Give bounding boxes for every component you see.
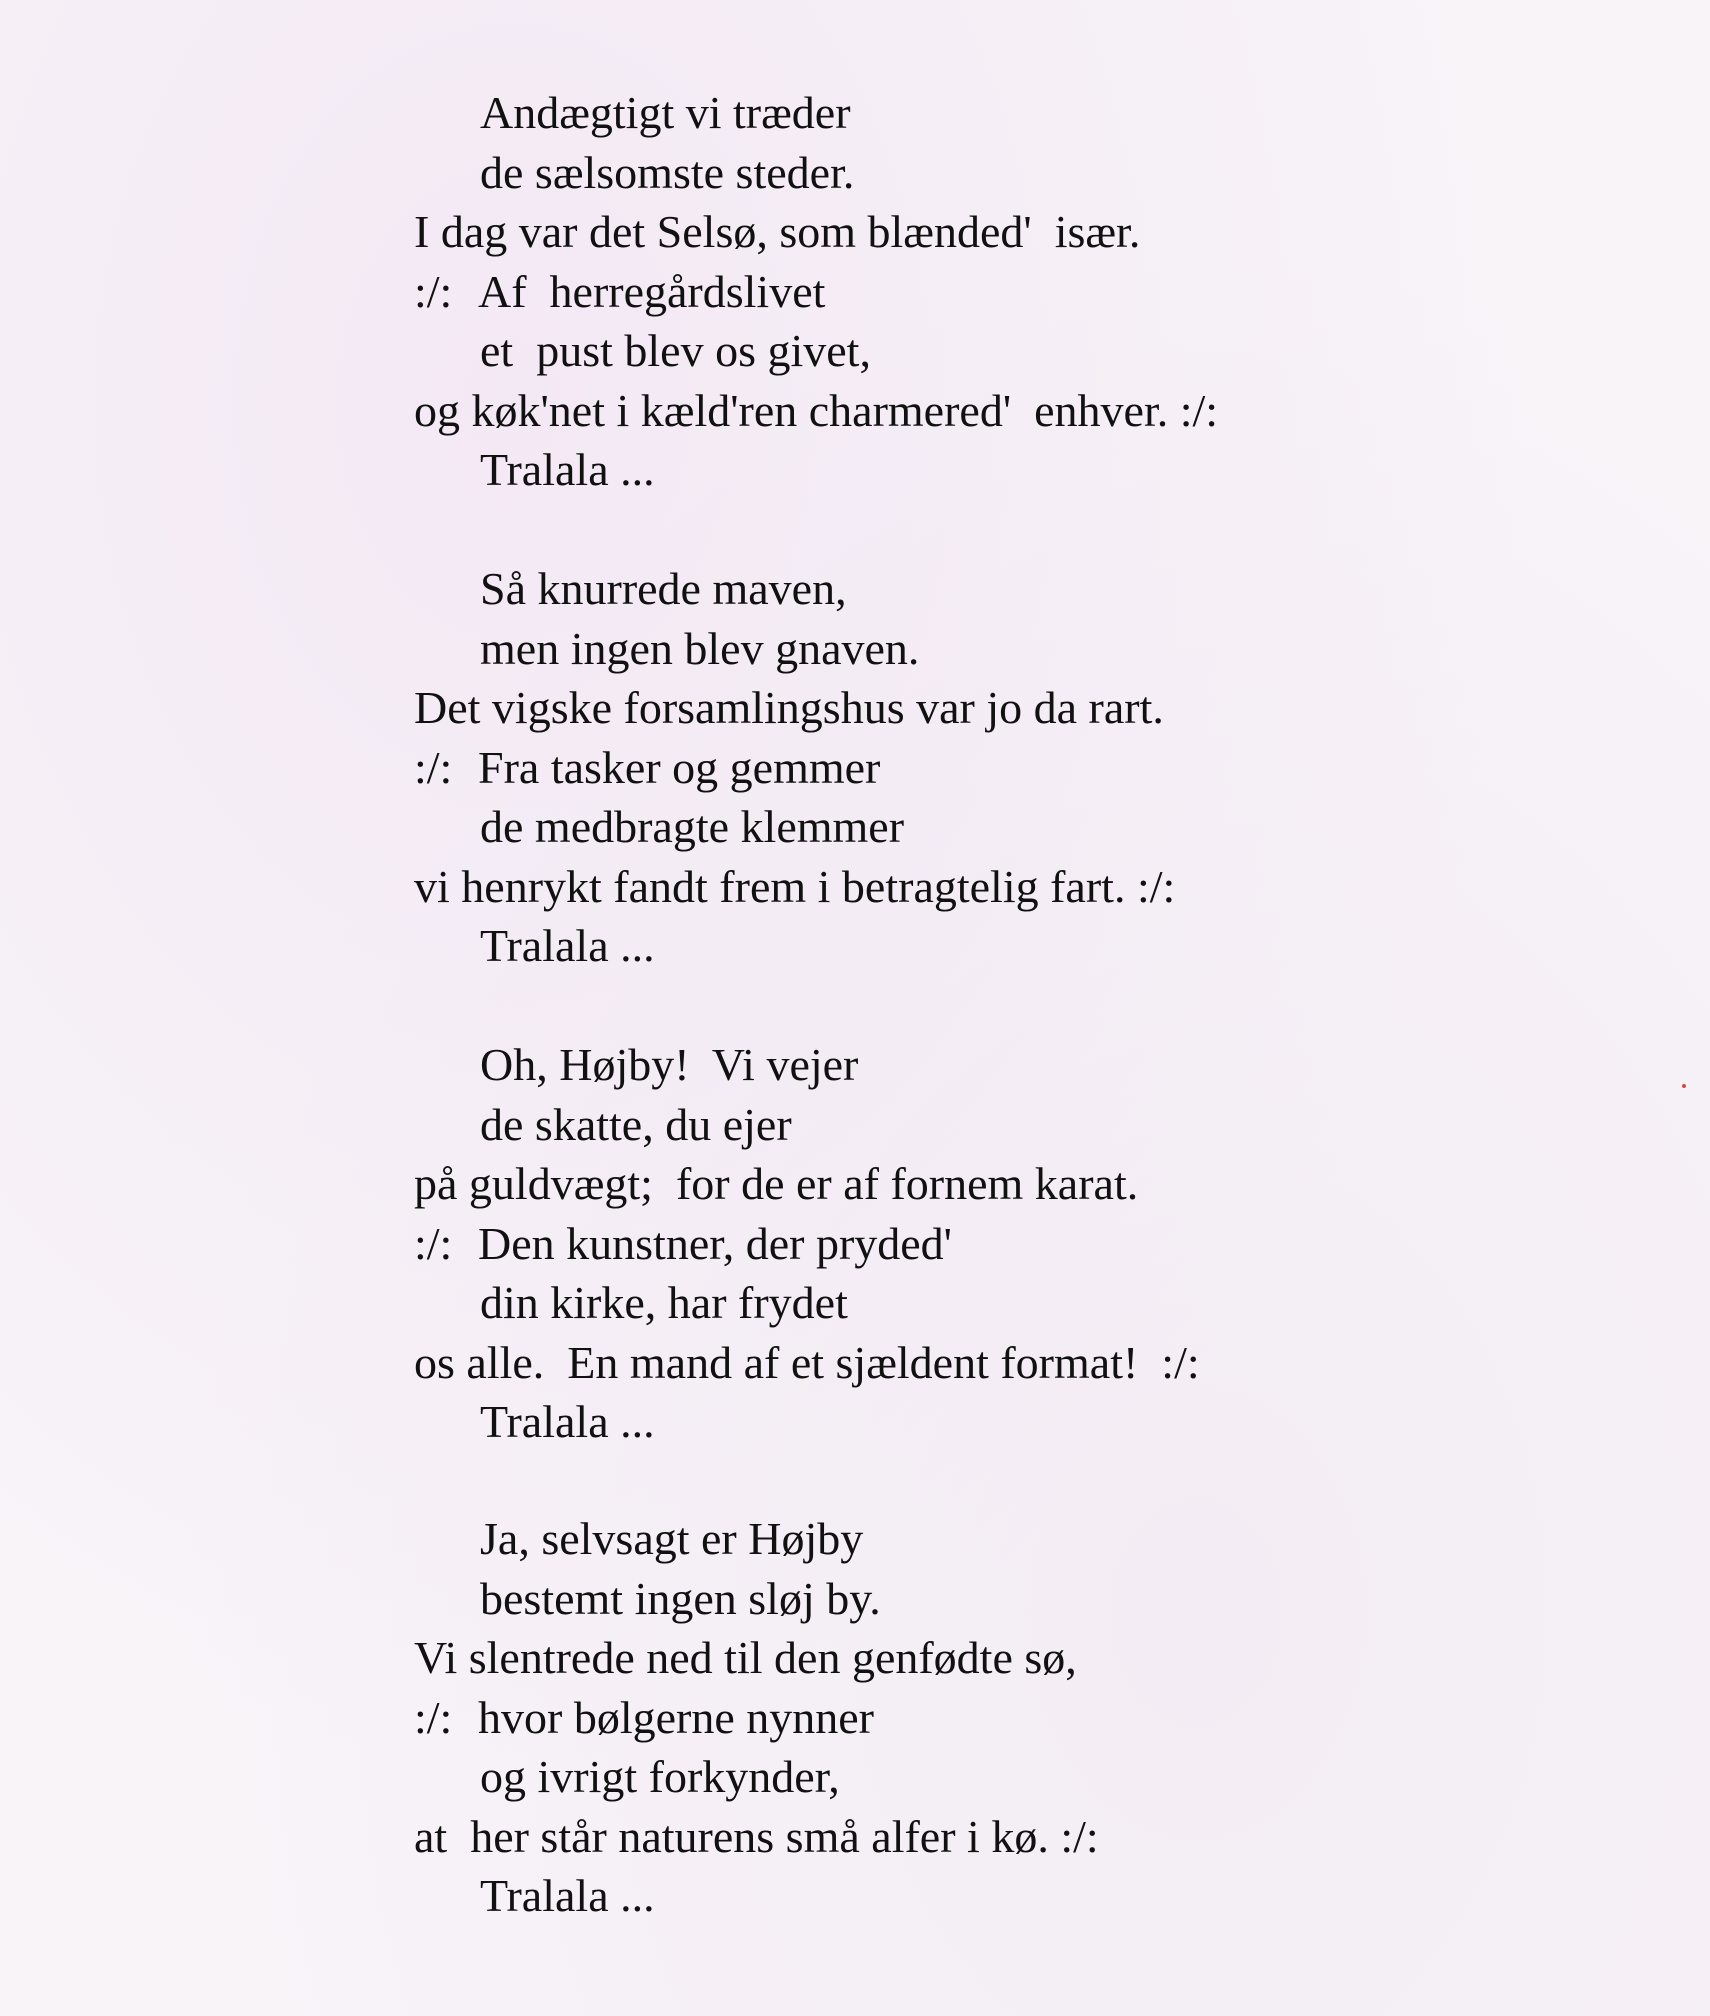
lyric-line: Så knurrede maven, bbox=[480, 563, 847, 614]
lyric-line: på guldvægt; for de er af fornem karat. bbox=[414, 1158, 1139, 1209]
repeat-mark: :/: bbox=[414, 1218, 453, 1269]
lyric-line: og køk'net i kæld'ren charmered' enhver. :/: bbox=[414, 385, 1219, 436]
refrain-line: Tralala ... bbox=[480, 444, 655, 495]
refrain-line: Tralala ... bbox=[480, 920, 655, 971]
refrain-line: Tralala ... bbox=[480, 1396, 655, 1447]
lyric-line: hvor bølgerne nynner bbox=[478, 1692, 874, 1743]
ink-speck bbox=[1682, 1084, 1686, 1088]
lyric-line: Ja, selvsagt er Højby bbox=[480, 1513, 864, 1564]
lyric-line: Det vigske forsamlingshus var jo da rart. bbox=[414, 682, 1164, 733]
lyric-line: Den kunstner, der pryded' bbox=[478, 1218, 952, 1269]
lyric-line: de skatte, du ejer bbox=[480, 1099, 792, 1150]
lyric-line: at her står naturens små alfer i kø. :/: bbox=[414, 1811, 1099, 1862]
refrain-line: Tralala ... bbox=[480, 1870, 655, 1921]
lyric-line: og ivrigt forkynder, bbox=[480, 1751, 840, 1802]
lyric-line: de medbragte klemmer bbox=[480, 801, 905, 852]
lyric-line: Af herregårdslivet bbox=[478, 266, 826, 317]
lyric-line: vi henrykt fandt frem i betragtelig fart. :/: bbox=[414, 861, 1176, 912]
lyric-line: Andægtigt vi træder bbox=[480, 87, 851, 138]
lyric-line: bestemt ingen sløj by. bbox=[480, 1573, 881, 1624]
lyric-line: de sælsomste steder. bbox=[480, 147, 855, 198]
lyric-line: os alle. En mand af et sjældent format! :/: bbox=[414, 1337, 1200, 1388]
lyric-line: din kirke, har frydet bbox=[480, 1277, 848, 1328]
repeat-mark: :/: bbox=[414, 266, 453, 317]
repeat-mark: :/: bbox=[414, 1692, 453, 1743]
lyric-line: men ingen blev gnaven. bbox=[480, 623, 920, 674]
lyric-line: Oh, Højby! Vi vejer bbox=[480, 1039, 859, 1090]
lyric-line: Vi slentrede ned til den genfødte sø, bbox=[414, 1632, 1077, 1683]
repeat-mark: :/: bbox=[414, 742, 453, 793]
lyric-line: et pust blev os givet, bbox=[480, 325, 871, 376]
lyric-line: Fra tasker og gemmer bbox=[478, 742, 881, 793]
lyric-line: I dag var det Selsø, som blænded' især. bbox=[414, 206, 1141, 257]
